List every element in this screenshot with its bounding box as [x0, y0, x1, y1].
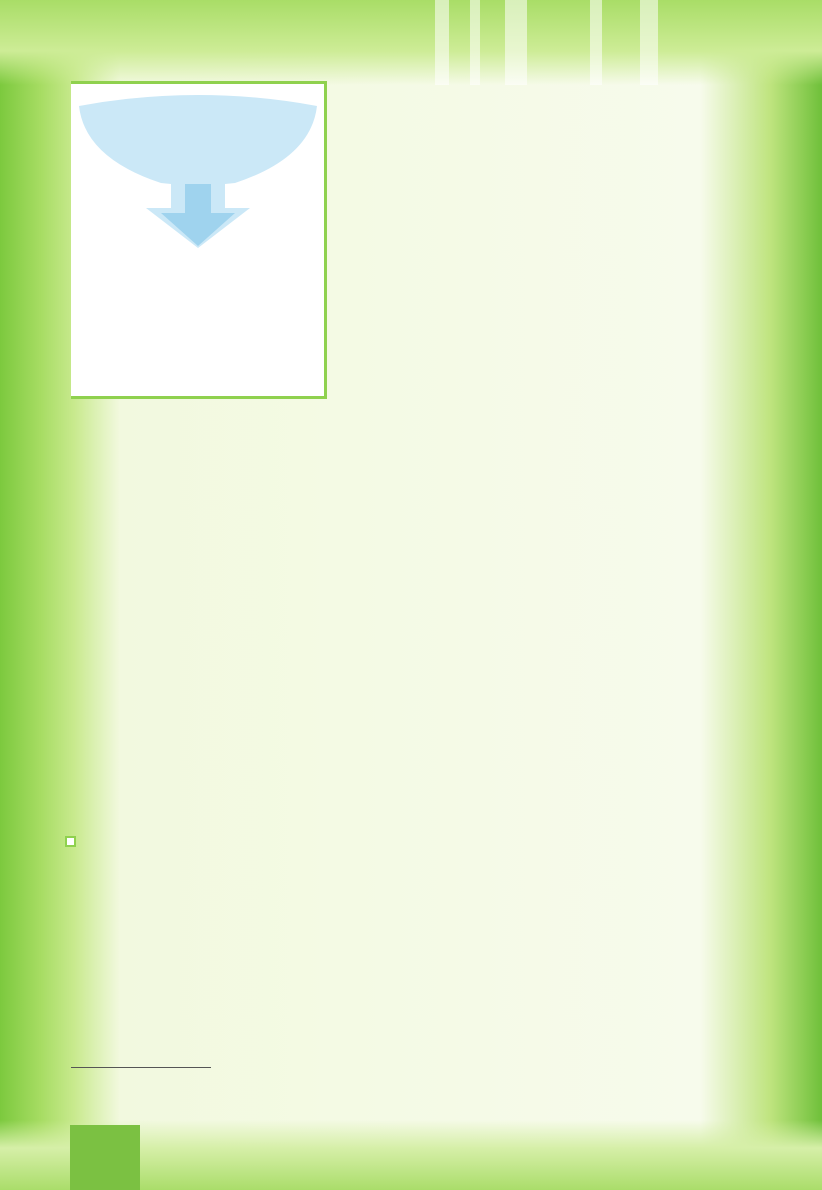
page-number-tab: [70, 1125, 140, 1190]
footnote-divider: [71, 1067, 211, 1068]
figure-2-2: [71, 81, 327, 399]
decor-stripe: [505, 0, 527, 85]
decor-stripe: [640, 0, 658, 85]
decor-stripe: [435, 0, 449, 85]
decor-stripe: [470, 0, 480, 85]
figure-marker: [65, 836, 76, 847]
main-content: [71, 78, 750, 399]
figure-caption: [81, 312, 315, 329]
frog-drift-illustration: [75, 88, 321, 306]
top-decoration: [0, 0, 822, 85]
decor-stripe: [590, 0, 602, 85]
